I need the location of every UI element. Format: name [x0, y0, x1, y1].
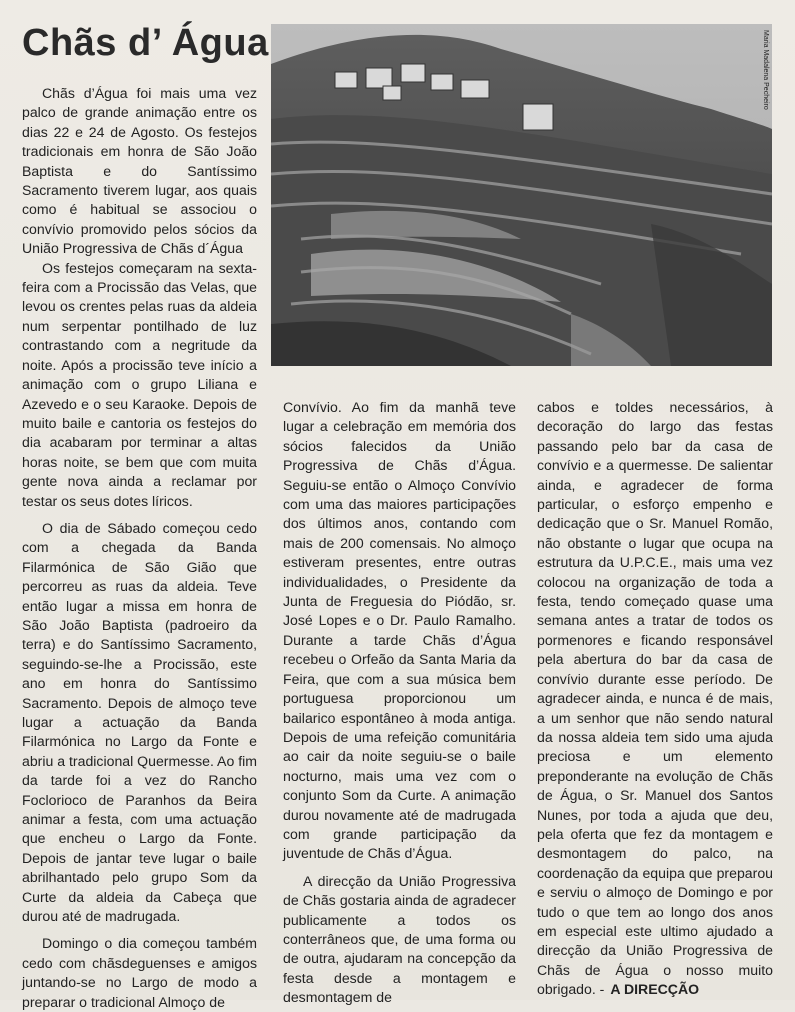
paragraph: O dia de Sábado começou cedo com a chegada da Banda Filarmónica de São Gião que percorreu as ruas da aldeia. Teve então lugar a missa em honra de São João Baptista (padroeiro da terra) e do Santíssimo Sacramento, seguindo-se-lhe a Procissão, este ano em honra do Santíssimo Sacramento. Depois de almoço teve lugar a actuação da Banda Filarmónica no Largo da Fonte e abriu a tradicional Quermesse. Ao fim da tarde foi a vez do Rancho Foclorioco de Paranhos da Beira animar a festa, com uma actuação que encheu o Largo da Fonte. Depois de jantar teve lugar o baile abrilhantado pelo grupo Som da Curte da aldeia da Cabeça que durou até de madrugada. [22, 519, 258, 925]
paragraph: Os festejos começaram na sexta-feira com a Procissão das Velas, que levou os crentes pelas ruas da aldeia num serpentar pontilhado de luz contrastando com a negritude da noite. Após a procissão teve início a animação com o grupo Liliana e Azevedo e o seu Karaoke. Depois de muito baile e cantoria os festejos do dia acabaram por terminar a altas horas noite, se bem que com muita gente nova ainda a reclamar por testar os seus dotes líricos. [22, 259, 257, 509]
paragraph [537, 398, 773, 1000]
paragraph: Chãs d’Água foi mais uma vez palco de grande animação entre os dias 22 e 24 de Agosto. Os festejos tradicionais em honra de São João Baptista e do Santíssimo Sacramento tiverem lugar, aos quais como é habitual se associou o convívio promovido pelos sócios da União Progressiva de Chãs d´Água [22, 85, 257, 257]
column-3 [537, 398, 773, 1000]
village-terraces-photo [271, 24, 772, 366]
article-title: Chãs d’ Água [22, 22, 269, 64]
paragraph: Convívio. Ao fim da manhã teve lugar a celebração em memória dos sócios falecidos da União Progressiva de Chãs d’Água. Seguiu-se então o Almoço Convívio com uma das maiores participações dos últimos anos, contando com mais de 200 comensais. No almoço estiveram presentes, entre outras individualidades, o Presidente da Junta de Freguesia do Piódão, sr. José Lopes e o Dr. Paulo Ramalho. Durante a tarde Chãs d’Água recebeu o Orfeão da Santa Maria da Feira, que com a sua música bem portuguesa proporcionou um bailarico espontâneo à moda antiga. Depois de uma refeição comunitária ao cair da noite seguiu-se o baile nocturno, mais uma vez com o conjunto Som da Curte. A animação durou novamente até de madrugada com grande participação da juventude de Chãs d’Água. [283, 399, 516, 862]
photo-image [271, 24, 772, 366]
paragraph: Domingo o dia começou também cedo com chãsdeguenses e amigos juntando-se no Largo de modo a preparar o tradicional Almoço de [22, 935, 257, 1010]
column-1 [22, 84, 257, 1012]
paragraph: A direcção da União Progressiva de Chãs gostaria ainda de agradecer publicamente a todos os conterrâneos que, de uma forma ou de outra, ajudaram na concepção da festa desde a montagem e desmontagem de [283, 872, 516, 1006]
signature: A DIRECÇÃO [610, 981, 700, 998]
column-2 [283, 398, 516, 1008]
photo-credit: Maria Madalena Pecheiro [762, 30, 769, 110]
paragraph-text: cabos e toldes necessários, à decoração do largo das festas passando pelo bar da casa de convívio e a quermesse. De salientar ainda, e agradecer de forma particular, o esforço empenho e dedicação que o Sr. Manuel Romão, não obstante o lugar que ocupa na estrutura da U.P.C.E., mais uma vez colocou na organização de toda a festa, tendo começado quase uma semana antes a tratar de todos os pormenores e ficando responsável pela abertura do bar da casa de convívio durante esse período. De agradecer ainda, e nunca é de mais, a um senhor que não sendo natural da nossa aldeia tem sido uma ajuda preciosa e um elemento preponderante na evolução de Chãs de Água, o Sr. Manuel dos Santos Nunes, por toda a ajuda que deu, pela oferta que fez da montagem e desmontagem do palco, na coordenação da equipa que preparou e serviu o almoço de Domingo e por tudo o que tem ao longo dos anos em especial este ultimo ajudado a direcção da União Progressiva de Chãs de Água o nosso muito obrigado. - [537, 399, 773, 998]
